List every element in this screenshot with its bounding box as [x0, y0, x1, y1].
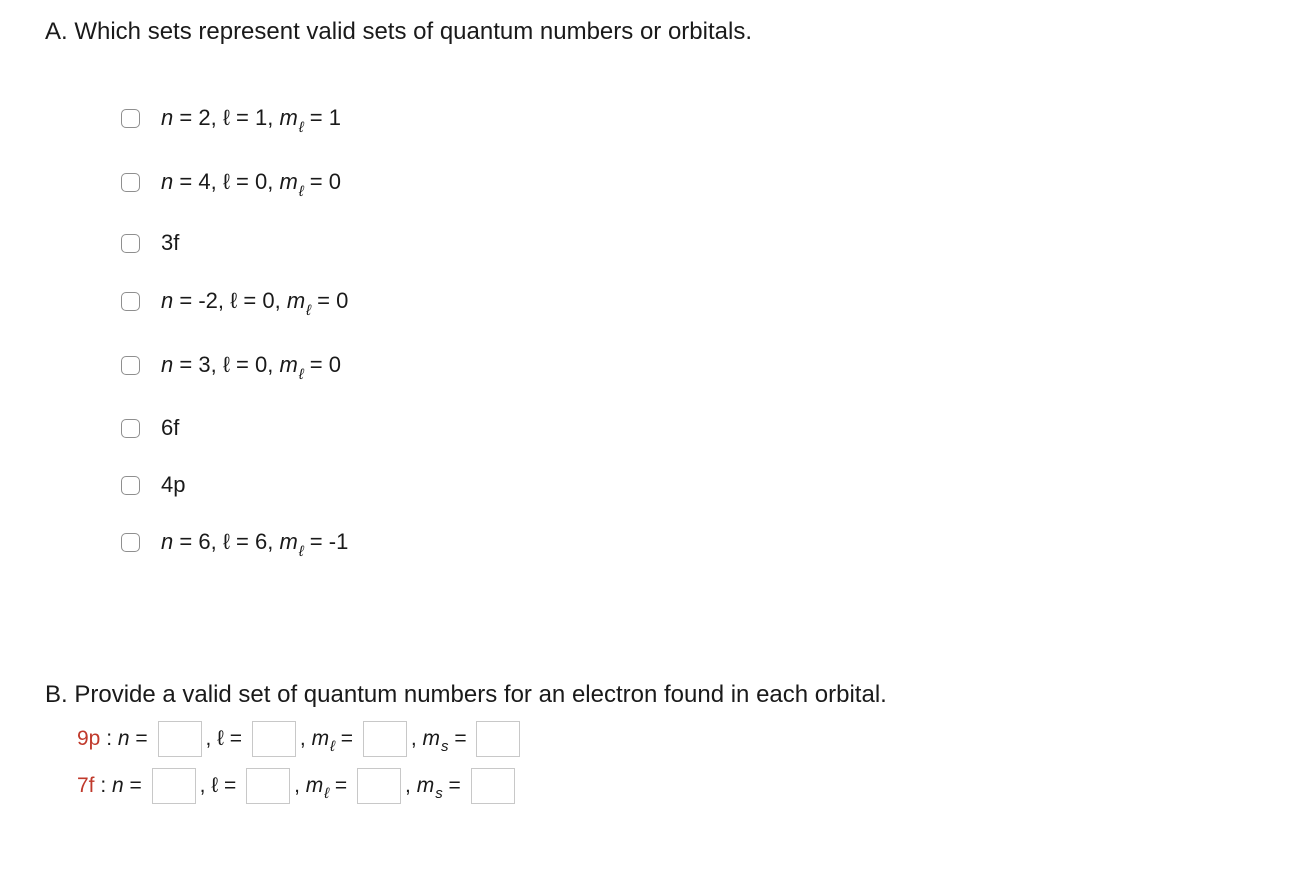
- ms-input[interactable]: [476, 721, 520, 757]
- ml-input[interactable]: [363, 721, 407, 757]
- checkbox[interactable]: [121, 292, 140, 311]
- ms-input[interactable]: [471, 768, 515, 804]
- answer-row-7f: 7f : n = , ℓ = , m ℓ = , m s =: [77, 766, 519, 806]
- option-2[interactable]: [121, 167, 342, 200]
- option-7[interactable]: [121, 470, 185, 500]
- checkbox[interactable]: [121, 356, 140, 375]
- option-text: 3f: [161, 230, 180, 255]
- option-3[interactable]: [121, 228, 179, 258]
- checkbox[interactable]: [121, 533, 140, 552]
- option-5[interactable]: [121, 350, 342, 383]
- n-input[interactable]: [158, 721, 202, 757]
- checkbox[interactable]: [121, 173, 140, 192]
- option-6[interactable]: [121, 413, 179, 443]
- option-text: n = 6, ℓ = 6, $m_\ell = -1$: [161, 529, 349, 560]
- option-8[interactable]: [121, 527, 349, 560]
- l-input[interactable]: [252, 721, 296, 757]
- checkbox[interactable]: [121, 419, 140, 438]
- option-text: n = 4, ℓ = 0, $m_\ell = 0$: [161, 169, 342, 200]
- option-text: 6f: [161, 415, 180, 440]
- option-text: n = 3, ℓ = 0, $m_\ell = 0$: [161, 352, 342, 383]
- checkbox[interactable]: [121, 476, 140, 495]
- option-text: n = 2, ℓ = 1, $m_\ell = 1$: [161, 105, 342, 136]
- checkbox[interactable]: [121, 109, 140, 128]
- ml-input[interactable]: [357, 768, 401, 804]
- part-b-question: B. Provide a valid set of quantum numbers for an electron found in each orbital.: [45, 681, 887, 708]
- option-text: n = -2, ℓ = 0, $m_\ell = 0$: [161, 288, 349, 319]
- option-4[interactable]: [121, 286, 349, 319]
- answer-row-9p: 9p : n = , ℓ = , m ℓ = , m s =: [77, 719, 524, 759]
- checkbox[interactable]: [121, 234, 140, 253]
- l-input[interactable]: [246, 768, 290, 804]
- option-1[interactable]: [121, 103, 342, 136]
- n-input[interactable]: [152, 768, 196, 804]
- option-text: 4p: [161, 472, 186, 497]
- part-a-question: A. Which sets represent valid sets of quantum numbers or orbitals.: [45, 18, 752, 45]
- orbital-label: 7f: [77, 774, 95, 797]
- orbital-label: 9p: [77, 727, 101, 750]
